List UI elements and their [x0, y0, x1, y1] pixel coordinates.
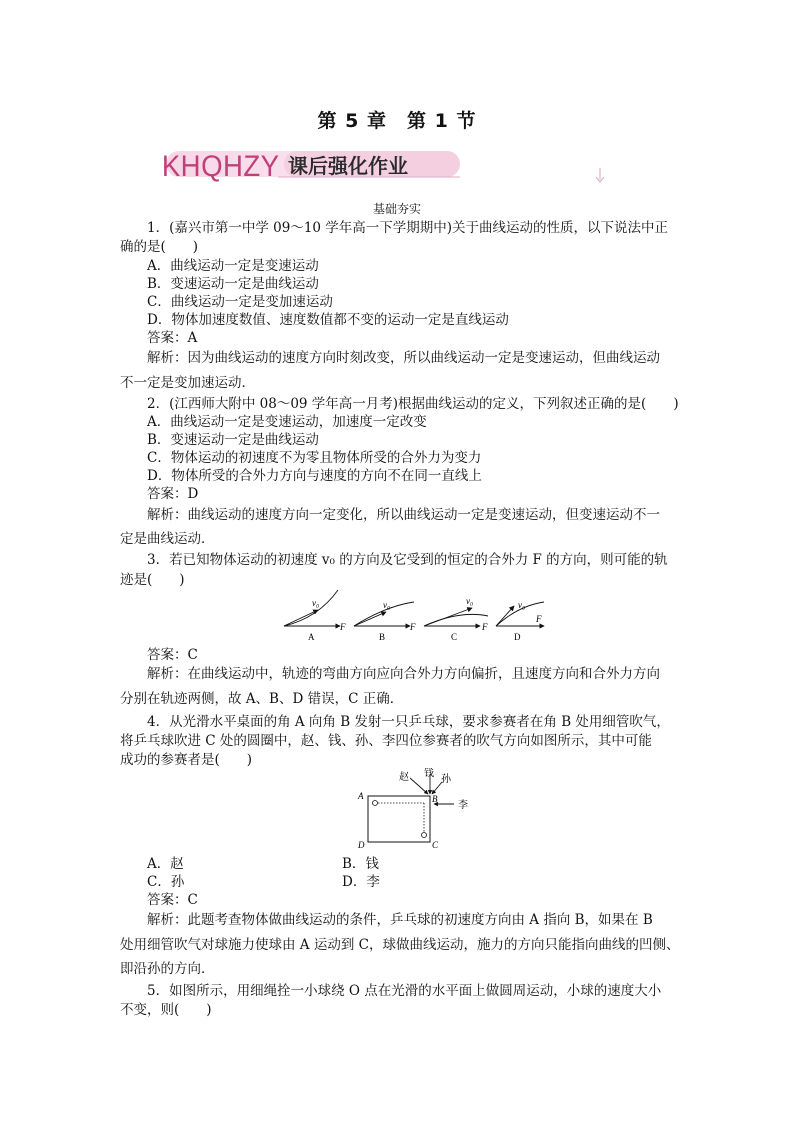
- q4-option-b: B．钱: [342, 856, 379, 872]
- q1-answer: 答案：A: [147, 330, 198, 346]
- q4-analysis-line2: 处用细管吹气对球施力使球由 A 运动到 C，球做曲线运动，施力的方向只能指向曲线的凹侧、: [120, 937, 680, 953]
- q1-option-d: D．物体加速度数值、速度数值都不变的运动一定是直线运动: [147, 312, 509, 328]
- q3-diagram-d: [496, 600, 544, 642]
- q4-option-c: C．孙: [147, 874, 185, 890]
- label-li: 李: [458, 800, 468, 811]
- corner-b: B: [432, 794, 438, 804]
- q4-table-figure: [350, 768, 480, 854]
- q2-option-a: A．曲线运动一定是变速运动，加速度一定改变: [147, 414, 427, 430]
- q5-stem-line2: 不变，则( ): [120, 1002, 212, 1018]
- corner-c: C: [432, 840, 439, 850]
- velocity-arrow: [284, 610, 318, 626]
- q1-analysis-line2: 不一定是变加速运动．: [120, 375, 255, 391]
- q3-trajectory-figure: [278, 588, 548, 644]
- q3-analysis-line2: 分别在轨迹两侧，故 A、B、D 错误，C 正确．: [120, 691, 404, 707]
- svg-text:B: B: [379, 632, 386, 642]
- banner-latin-text: KHQHZY: [161, 149, 280, 183]
- target-circle: [422, 833, 427, 838]
- q4-stem-line3: 成功的参赛者是( ): [120, 752, 253, 768]
- q3-diagram-c: [424, 596, 488, 642]
- q3-answer: 答案：C: [147, 647, 198, 663]
- q1-option-b: B．变速运动一定是曲线运动: [147, 276, 319, 292]
- svg-text:F: F: [536, 614, 542, 624]
- corner-a: A: [358, 791, 364, 801]
- svg-text:F: F: [340, 622, 346, 632]
- ball-start: [373, 801, 378, 806]
- q3-diagram-b: [354, 600, 416, 642]
- q4-analysis-line3: 即沿孙的方向．: [120, 961, 215, 977]
- homework-banner: [160, 147, 460, 183]
- q3-stem-line1: 3．若已知物体运动的初速度 v₀ 的方向及它受到的恒定的合外力 F 的方向，则可能的轨: [147, 552, 668, 568]
- q2-answer: 答案：D: [147, 486, 199, 502]
- svg-text:v₀: v₀: [466, 596, 474, 606]
- q1-option-a: A．曲线运动一定是变速运动: [147, 258, 319, 274]
- svg-text:C: C: [451, 632, 458, 642]
- blow-arrow-zhao: [410, 778, 428, 794]
- svg-text:F: F: [410, 622, 416, 632]
- q2-analysis-line1: 解析：曲线运动的速度方向一定变化，所以曲线运动一定是变速运动，但变速运动不一: [147, 507, 660, 523]
- q5-stem-line1: 5．如图所示，用细绳拴一小球绕 O 点在光滑的水平面上做圆周运动，小球的速度大小: [147, 983, 662, 999]
- label-sun: 孙: [441, 774, 451, 785]
- svg-text:A: A: [308, 632, 315, 642]
- velocity-arrow: [496, 606, 514, 626]
- svg-text:v₀: v₀: [312, 598, 320, 608]
- svg-text:D: D: [514, 632, 521, 642]
- q4-analysis-line1: 解析：此题考查物体做曲线运动的条件，乒乓球的初速度方向由 A 指向 B，如果在 B: [147, 912, 653, 928]
- label-zhao: 赵: [399, 772, 409, 783]
- q1-option-c: C．曲线运动一定是变加速运动: [147, 294, 333, 310]
- q2-option-c: C．物体运动的初速度不为零且物体所受的合外力为变力: [147, 450, 482, 466]
- trajectory-curve: [424, 614, 488, 626]
- section-heading: 基础夯实: [372, 202, 421, 216]
- q1-stem-line2: 确的是( ): [120, 239, 199, 255]
- label-qian: 钱: [424, 768, 434, 779]
- corner-d: D: [358, 840, 365, 850]
- q2-option-b: B．变速运动一定是曲线运动: [147, 432, 319, 448]
- banner-chinese-text: 课后强化作业: [288, 154, 408, 178]
- q1-analysis-line1: 解析：因为曲线运动的速度方向时刻改变，所以曲线运动一定是变速运动，但曲线运动: [147, 350, 660, 366]
- banner-tail-arrow: [590, 168, 610, 186]
- trajectory-curve: [284, 590, 338, 626]
- q3-diagram-a: [284, 590, 346, 642]
- svg-text:F: F: [482, 622, 488, 632]
- q4-stem-line2: 将乒乓球吹进 C 处的圆圈中，赵、钱、孙、李四位参赛者的吹气方向如图所示，其中可能: [120, 733, 652, 749]
- q1-stem-line1: 1．(嘉兴市第一中学 09～10 学年高一下学期期中)关于曲线运动的性质，以下说法中正: [147, 220, 669, 236]
- svg-text:v₀: v₀: [518, 600, 526, 610]
- velocity-arrow: [354, 612, 386, 626]
- q3-analysis-line1: 解析：在曲线运动中，轨迹的弯曲方向应向合外力方向偏折，且速度方向和合外力方向: [147, 666, 660, 682]
- q2-option-d: D．物体所受的合外力方向与速度的方向不在同一直线上: [147, 468, 482, 484]
- q2-analysis-line2: 定是曲线运动．: [120, 531, 215, 547]
- q4-answer: 答案：C: [147, 892, 198, 908]
- q4-option-a: A．赵: [147, 856, 184, 872]
- chapter-title: 第 5 章 第 1 节: [317, 110, 477, 132]
- q4-stem-line1: 4．从光滑水平桌面的角 A 向角 B 发射一只乒乓球，要求参赛者在角 B 处用细管吹气，: [147, 714, 670, 730]
- q3-stem-line2: 迹是( ): [120, 572, 185, 588]
- q4-option-d: D．李: [342, 874, 380, 890]
- q2-stem-line1: 2．(江西师大附中 08～09 学年高一月考)根据曲线运动的定义，下列叙述正确的是( ): [147, 396, 679, 412]
- svg-text:v₀: v₀: [383, 600, 391, 610]
